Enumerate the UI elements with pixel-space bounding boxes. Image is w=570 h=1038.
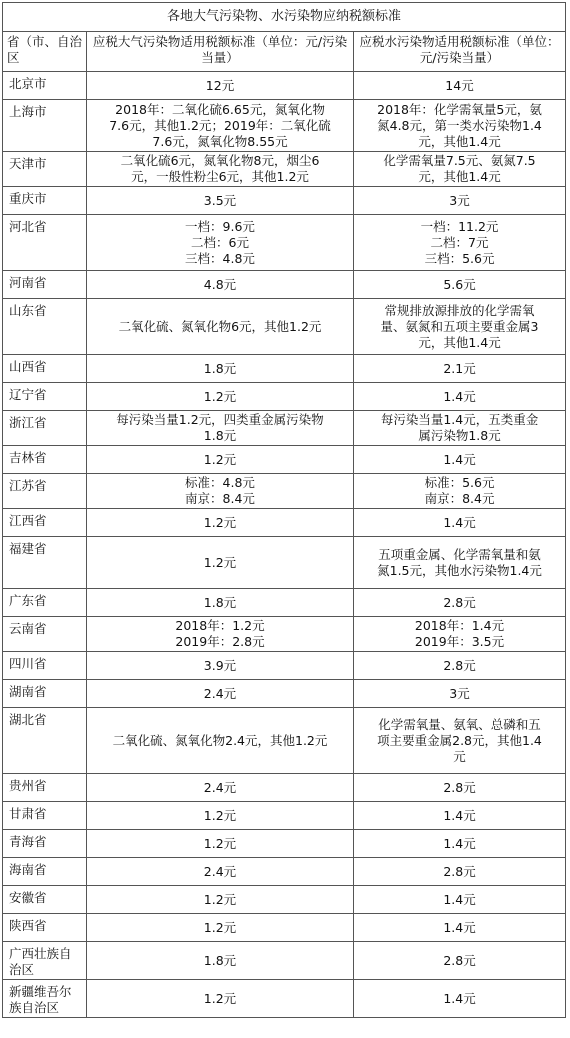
air-rate-cell (87, 680, 354, 708)
water-rate-cell (354, 589, 566, 617)
water-rate-line: 1.4元 (443, 919, 476, 935)
tax-rate-table (2, 2, 566, 1018)
water-rate-line: 2.8元 (443, 779, 476, 795)
air-rate-line: 二氧化硫6元，氮氧化物8元，烟尘6 (120, 153, 320, 168)
water-rate-line: 3元 (449, 192, 470, 208)
air-rate-cell (87, 383, 354, 411)
water-rate-cell (354, 708, 566, 774)
table-row (3, 355, 566, 383)
province-cell: 云南省 (3, 617, 87, 652)
table-row (3, 680, 566, 708)
province-cell: 新疆维吾尔族自治区 (3, 980, 87, 1018)
province-cell: 广东省 (3, 589, 87, 617)
water-rate-cell (354, 152, 566, 187)
table-row (3, 802, 566, 830)
water-rate-line: 元，其他1.4元 (418, 169, 501, 184)
air-rate-line: 3.9元 (203, 657, 237, 673)
air-rate-line: 1.2元 (203, 807, 237, 823)
water-rate-line: 氮4.8元，第一类水污染物1.4 (377, 117, 542, 133)
air-rate-cell (87, 72, 354, 100)
air-rate-cell (87, 152, 354, 187)
table-row (3, 708, 566, 774)
air-rate-line: 3.5元 (203, 192, 237, 208)
air-rate-line: 三档：4.8元 (185, 250, 255, 266)
table-row (3, 509, 566, 537)
province-cell: 河北省 (3, 215, 87, 271)
water-rate-line: 2.8元 (443, 863, 476, 879)
water-rate-line: 一档：11.2元 (420, 218, 499, 234)
province-cell: 江苏省 (3, 474, 87, 509)
water-rate-cell (354, 355, 566, 383)
table-body (3, 72, 566, 1018)
air-rate-line: 7.6元，氮氧化物8.55元 (152, 133, 288, 149)
air-rate-line: 1.2元 (203, 891, 237, 907)
air-rate-cell (87, 980, 354, 1018)
water-rate-line: 项主要重金属2.8元，其他1.4 (377, 732, 542, 748)
water-rate-line: 1.4元 (443, 835, 476, 851)
water-rate-line: 化学需氧量7.5元、氨氮7.5 (383, 153, 536, 168)
air-rate-line: 一档：9.6元 (185, 218, 255, 234)
water-rate-line: 1.4元 (443, 388, 476, 404)
water-rate-line: 2.1元 (443, 360, 476, 376)
province-cell: 湖南省 (3, 680, 87, 708)
air-rate-line: 二氧化硫、氮氧化物2.4元，其他1.2元 (112, 732, 328, 748)
water-rate-line: 五项重金属、化学需氧量和氨 (378, 546, 541, 562)
water-rate-line: 2.8元 (443, 952, 476, 968)
water-rate-line: 化学需氧量、氨氧、总磷和五 (378, 716, 541, 732)
water-rate-line: 标准：5.6元 (424, 475, 495, 490)
water-rate-cell (354, 980, 566, 1018)
province-cell: 辽宁省 (3, 383, 87, 411)
water-rate-cell (354, 215, 566, 271)
table-row (3, 980, 566, 1018)
air-rate-line: 2.4元 (203, 779, 237, 795)
air-rate-line: 2019年：2.8元 (175, 634, 265, 649)
water-rate-line: 14元 (445, 77, 474, 93)
water-rate-line: 元，其他1.4元 (418, 133, 501, 149)
province-cell: 海南省 (3, 858, 87, 886)
air-rate-cell (87, 355, 354, 383)
air-rate-line: 7.6元，其他1.2元；2019年：二氧化硫 (109, 117, 331, 133)
province-cell: 安徽省 (3, 886, 87, 914)
water-rate-cell (354, 774, 566, 802)
table-row (3, 187, 566, 215)
province-cell: 甘肃省 (3, 802, 87, 830)
water-rate-cell (354, 72, 566, 100)
water-rate-line: 1.4元 (443, 807, 476, 823)
water-rate-line: 2018年：1.4元 (414, 618, 505, 633)
province-cell: 广西壮族自治区 (3, 942, 87, 980)
air-rate-line: 元，一般性粉尘6元，其他1.2元 (131, 169, 309, 184)
air-rate-line: 1.2元 (203, 990, 237, 1006)
air-rate-cell (87, 858, 354, 886)
air-rate-line: 2018年：1.2元 (175, 618, 265, 633)
province-cell: 河南省 (3, 271, 87, 299)
table-row (3, 383, 566, 411)
water-rate-line: 1.4元 (443, 451, 476, 467)
table-row (3, 152, 566, 187)
air-rate-line: 4.8元 (203, 276, 237, 292)
air-rate-cell (87, 652, 354, 680)
air-rate-cell (87, 537, 354, 589)
air-rate-line: 1.8元 (203, 428, 237, 443)
table-row (3, 589, 566, 617)
air-rate-line: 2018年：二氧化硫6.65元，氮氧化物 (115, 101, 325, 117)
water-rate-cell (354, 942, 566, 980)
air-rate-line: 1.2元 (203, 554, 237, 570)
water-rate-cell (354, 411, 566, 446)
air-rate-line: 每污染当量1.2元，四类重金属污染物 (116, 412, 324, 427)
water-rate-cell (354, 537, 566, 589)
table-row (3, 617, 566, 652)
water-rate-cell (354, 383, 566, 411)
air-rate-cell (87, 774, 354, 802)
water-rate-cell (354, 617, 566, 652)
water-rate-cell (354, 886, 566, 914)
air-rate-cell (87, 617, 354, 652)
table-row (3, 215, 566, 271)
water-rate-line: 三档：5.6元 (424, 250, 495, 266)
water-rate-line: 量、氨氮和五项主要重金属3 (380, 318, 539, 334)
water-rate-cell (354, 680, 566, 708)
water-rate-line: 1.4元 (443, 990, 476, 1006)
water-rate-cell (354, 652, 566, 680)
air-rate-line: 1.8元 (203, 952, 237, 968)
water-rate-line: 2.8元 (443, 594, 476, 610)
header-water: 应税水污染物适用税额标准（单位：元/污染当量） (354, 32, 566, 72)
air-rate-cell (87, 886, 354, 914)
province-cell: 陕西省 (3, 914, 87, 942)
air-rate-line: 1.2元 (203, 919, 237, 935)
water-rate-cell (354, 187, 566, 215)
air-rate-line: 1.2元 (203, 451, 237, 467)
water-rate-line: 2018年：化学需氧量5元，氨 (377, 101, 542, 117)
water-rate-line: 2019年：3.5元 (414, 634, 505, 649)
air-rate-line: 1.2元 (203, 835, 237, 851)
header-province: 省（市、自治区 (3, 32, 87, 72)
water-rate-line: 属污染物1.8元 (418, 428, 501, 443)
water-rate-line: 2.8元 (443, 657, 476, 673)
table-row (3, 474, 566, 509)
air-rate-line: 1.2元 (203, 514, 237, 530)
table-row (3, 299, 566, 355)
air-rate-cell (87, 942, 354, 980)
tax-rate-document (2, 2, 565, 1018)
air-rate-line: 标准：4.8元 (185, 475, 255, 490)
water-rate-line: 1.4元 (443, 514, 476, 530)
air-rate-line: 2.4元 (203, 685, 237, 701)
air-rate-cell (87, 474, 354, 509)
air-rate-line: 二档：6元 (191, 234, 249, 250)
table-row (3, 72, 566, 100)
water-rate-cell (354, 830, 566, 858)
water-rate-cell (354, 271, 566, 299)
water-rate-line: 1.4元 (443, 891, 476, 907)
province-cell: 湖北省 (3, 708, 87, 774)
water-rate-cell (354, 509, 566, 537)
table-row (3, 774, 566, 802)
air-rate-cell (87, 509, 354, 537)
province-cell: 上海市 (3, 100, 87, 152)
air-rate-line: 1.2元 (203, 388, 237, 404)
air-rate-cell (87, 411, 354, 446)
water-rate-cell (354, 474, 566, 509)
water-rate-cell (354, 914, 566, 942)
province-cell: 北京市 (3, 72, 87, 100)
air-rate-line: 南京：8.4元 (185, 491, 255, 506)
table-title: 各地大气污染物、水污染物应纳税额标准 (3, 3, 566, 32)
air-rate-line: 1.8元 (203, 594, 237, 610)
header-air: 应税大气污染物适用税额标准（单位：元/污染当量） (87, 32, 354, 72)
province-cell: 贵州省 (3, 774, 87, 802)
table-row (3, 100, 566, 152)
province-cell: 浙江省 (3, 411, 87, 446)
water-rate-cell (354, 299, 566, 355)
table-row (3, 886, 566, 914)
water-rate-cell (354, 100, 566, 152)
province-cell: 山西省 (3, 355, 87, 383)
water-rate-line: 每污染当量1.4元，五类重金 (380, 412, 539, 427)
water-rate-line: 元，其他1.4元 (418, 334, 501, 350)
water-rate-cell (354, 802, 566, 830)
air-rate-cell (87, 446, 354, 474)
air-rate-cell (87, 708, 354, 774)
air-rate-cell (87, 187, 354, 215)
water-rate-line: 常规排放源排放的化学需氧 (384, 302, 535, 318)
table-row (3, 652, 566, 680)
air-rate-cell (87, 215, 354, 271)
air-rate-line: 1.8元 (203, 360, 237, 376)
water-rate-line: 南京：8.4元 (424, 491, 495, 506)
air-rate-line: 12元 (205, 77, 235, 93)
table-row (3, 446, 566, 474)
table-row (3, 411, 566, 446)
water-rate-line: 3元 (449, 685, 470, 701)
table-row (3, 858, 566, 886)
air-rate-cell (87, 914, 354, 942)
water-rate-cell (354, 446, 566, 474)
table-row (3, 914, 566, 942)
table-row (3, 942, 566, 980)
air-rate-cell (87, 271, 354, 299)
province-cell: 福建省 (3, 537, 87, 589)
province-cell: 江西省 (3, 509, 87, 537)
water-rate-cell (354, 858, 566, 886)
water-rate-line: 二档：7元 (430, 234, 489, 250)
air-rate-cell (87, 802, 354, 830)
table-row (3, 271, 566, 299)
province-cell: 重庆市 (3, 187, 87, 215)
air-rate-cell (87, 299, 354, 355)
air-rate-cell (87, 589, 354, 617)
province-cell: 山东省 (3, 299, 87, 355)
air-rate-line: 二氧化硫、氮氧化物6元，其他1.2元 (118, 318, 322, 334)
water-rate-line: 元 (453, 748, 466, 764)
air-rate-cell (87, 100, 354, 152)
province-cell: 青海省 (3, 830, 87, 858)
province-cell: 四川省 (3, 652, 87, 680)
water-rate-line: 氮1.5元，其他水污染物1.4元 (377, 562, 542, 578)
table-row (3, 830, 566, 858)
province-cell: 吉林省 (3, 446, 87, 474)
table-row (3, 537, 566, 589)
water-rate-line: 5.6元 (443, 276, 476, 292)
air-rate-cell (87, 830, 354, 858)
air-rate-line: 2.4元 (203, 863, 237, 879)
province-cell: 天津市 (3, 152, 87, 187)
